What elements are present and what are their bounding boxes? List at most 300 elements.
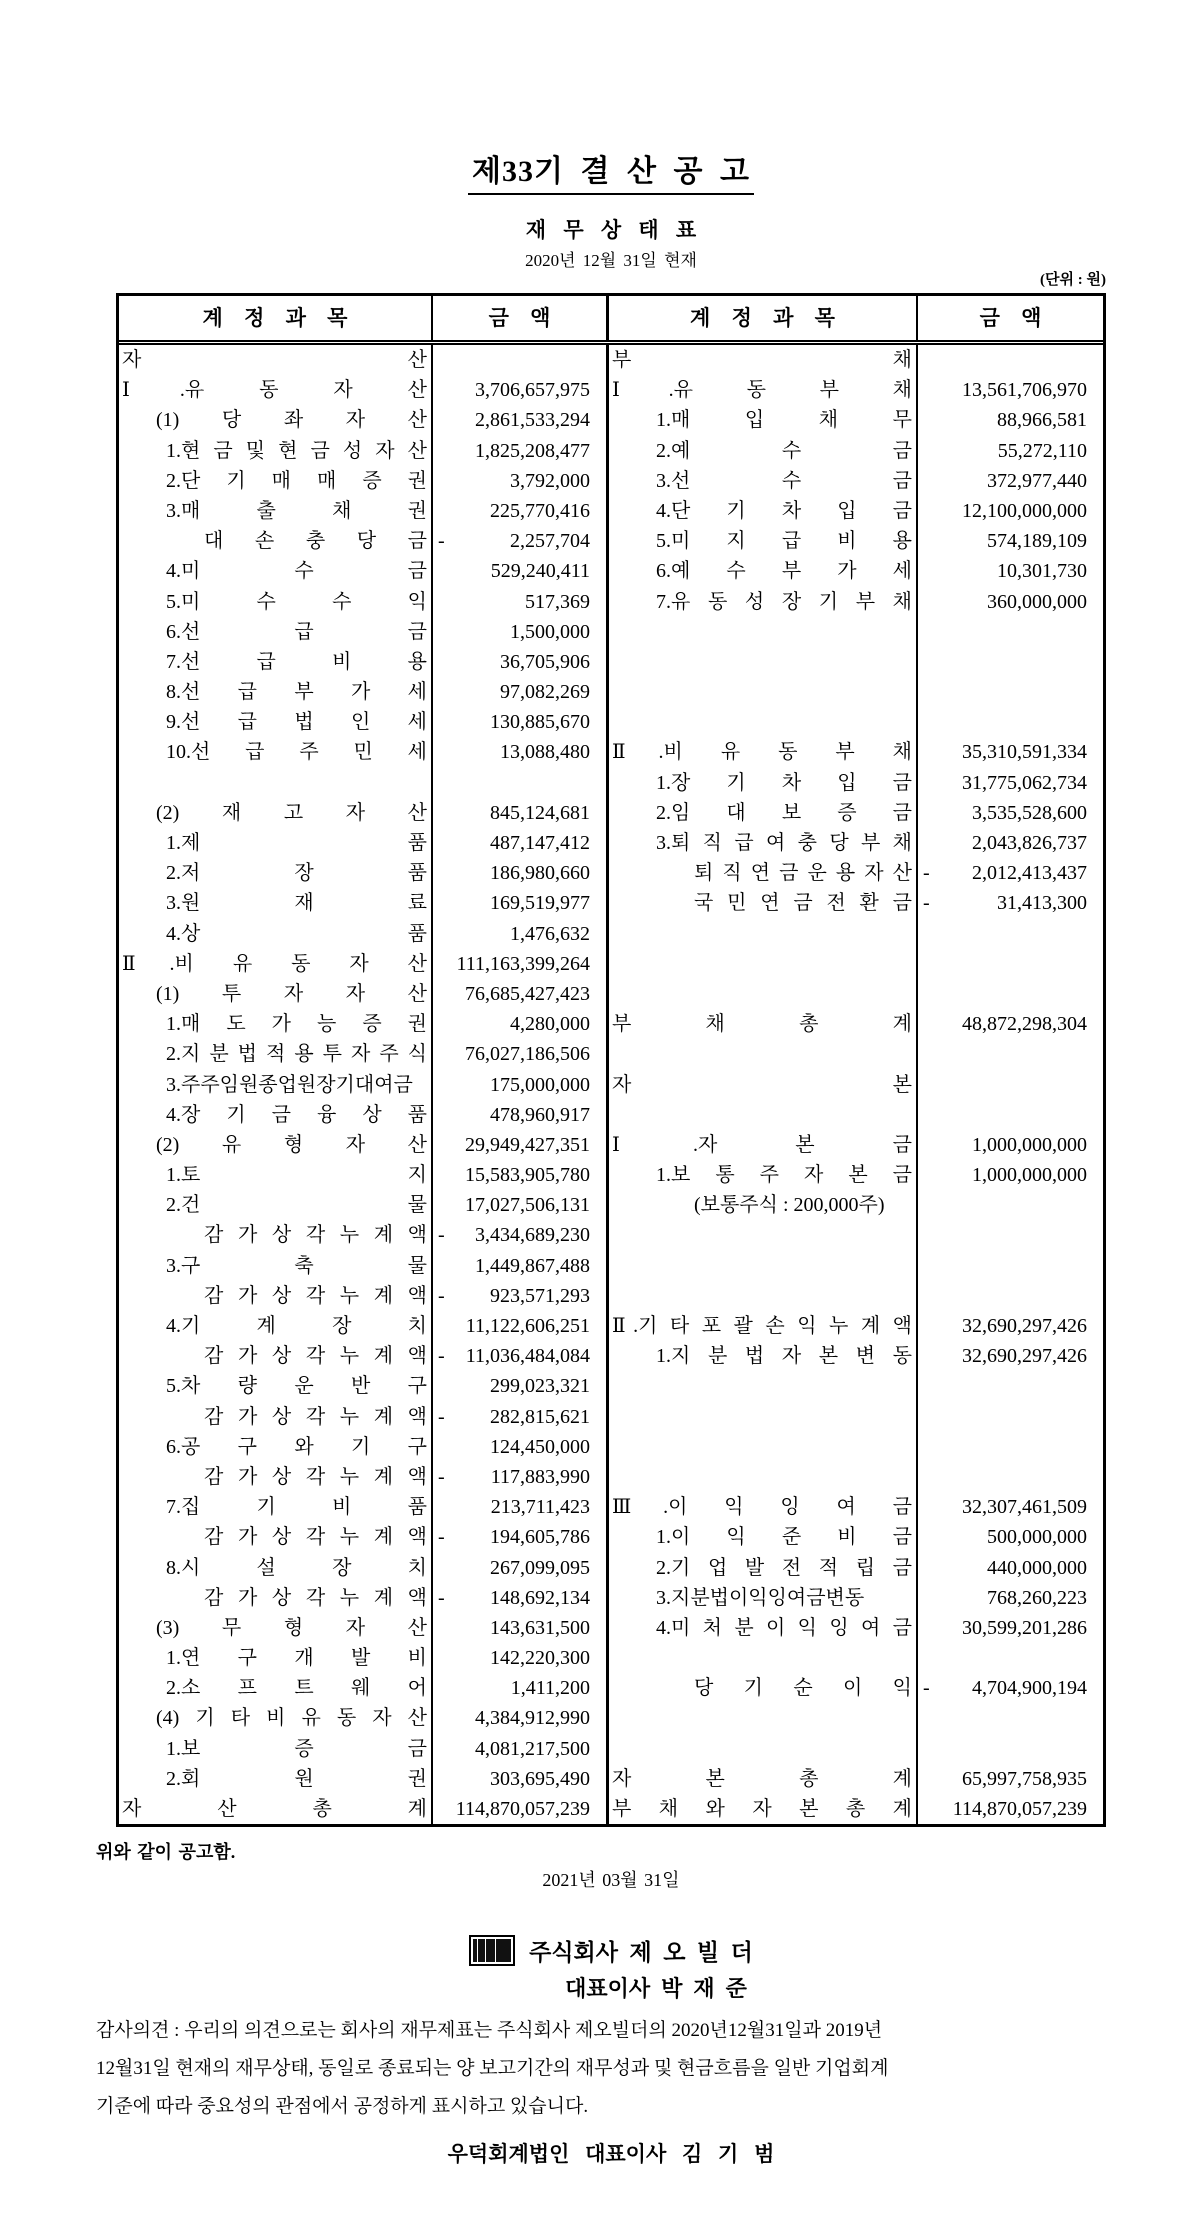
table-row: [119, 1371, 1103, 1401]
amount-cell: [918, 1492, 1103, 1522]
table-row: [119, 1009, 1103, 1039]
audit-opinion-line: 기준에 따라 중요성의 관점에서 공정하게 표시하고 있습니다.: [96, 2096, 589, 2117]
account-label: 7.집 기 비 품: [166, 1496, 427, 1519]
amount-value: 303,695,490: [490, 1767, 590, 1790]
account-label: 퇴 직 연 금 운 용 자 산: [694, 862, 912, 885]
company-seal-logo: [469, 1935, 515, 1966]
account-name-cell: [609, 556, 918, 586]
amount-cell: [918, 1190, 1103, 1220]
account-name-cell: [609, 1009, 918, 1039]
amount-cell: [433, 949, 609, 979]
account-name-cell: [119, 1070, 433, 1100]
amount-value: 48,872,298,304: [962, 1013, 1087, 1036]
company-row: [116, 1934, 1106, 1967]
account-label: (3) 무 형 자 산: [156, 1616, 427, 1639]
account-name-cell: [609, 858, 918, 888]
amount-value: 17,027,506,131: [465, 1194, 590, 1217]
amount-cell: [433, 1070, 609, 1100]
amount-cell: [918, 737, 1103, 767]
account-name-cell: [609, 919, 918, 949]
amount-value: 29,949,427,351: [465, 1133, 590, 1156]
table-row: [119, 737, 1103, 767]
amount-value: 111,163,399,264: [456, 952, 590, 975]
account-label: 2.지 분 법 적 용 투 자 주 식: [166, 1043, 427, 1066]
table-header: [119, 296, 1103, 345]
amount-value: 2,861,533,294: [475, 409, 590, 432]
table-row: [119, 707, 1103, 737]
amount-cell: [918, 1220, 1103, 1250]
amount-cell: [918, 919, 1103, 949]
table-row: [119, 1281, 1103, 1311]
account-label: 국 민 연 금 전 환 금: [694, 892, 912, 915]
account-name-cell: [609, 1432, 918, 1462]
amount-cell: [433, 1734, 609, 1764]
account-name-cell: [609, 1311, 918, 1341]
account-name-cell: [609, 647, 918, 677]
account-name-cell: [119, 1160, 433, 1190]
amount-value: 282,815,621: [490, 1405, 590, 1428]
account-name-cell: [609, 888, 918, 918]
account-label: 4.미 처 분 이 익 잉 여 금: [656, 1616, 912, 1639]
amount-value: 169,519,977: [490, 892, 590, 915]
table-row: [119, 1794, 1103, 1824]
account-label: 4.단 기 차 입 금: [656, 499, 912, 522]
account-name-cell: [119, 466, 433, 496]
account-name-cell: [609, 1402, 918, 1432]
account-label: Ⅰ.유 동 부 채: [612, 379, 912, 402]
account-name-cell: [609, 1039, 918, 1069]
amount-cell: [918, 1281, 1103, 1311]
account-name-cell: [609, 1070, 918, 1100]
account-label: 2.기 업 발 전 적 립 금: [656, 1556, 912, 1579]
account-label: Ⅱ.기 타 포 괄 손 익 누 계 액: [612, 1315, 912, 1337]
account-label: (1) 당 좌 자 산: [156, 409, 427, 432]
account-name-cell: [119, 526, 433, 556]
account-name-cell: [119, 1492, 433, 1522]
account-name-cell: [609, 1341, 918, 1371]
amount-cell: [918, 496, 1103, 526]
amount-value: 267,099,095: [490, 1556, 590, 1579]
account-name-cell: [119, 828, 433, 858]
amount-cell: [433, 1100, 609, 1130]
amount-cell: [918, 1432, 1103, 1462]
amount-cell: [918, 466, 1103, 496]
account-label: Ⅰ.유 동 자 산: [122, 379, 427, 402]
account-name-cell: [119, 1220, 433, 1250]
announcement-date: 2021년 03월 31일: [542, 1870, 680, 1890]
amount-cell: [918, 1673, 1103, 1703]
amount-cell: [433, 858, 609, 888]
account-label: 부 채 총 계: [612, 1013, 912, 1036]
account-name-cell: [609, 768, 918, 798]
unit-note: (단위 : 원): [1040, 272, 1106, 288]
account-label: 1.지 분 법 자 본 변 동: [656, 1345, 912, 1368]
account-name-cell: [609, 466, 918, 496]
amount-cell: [918, 647, 1103, 677]
amount-value: 4,280,000: [510, 1013, 590, 1036]
amount-cell: [433, 375, 609, 405]
account-name-cell: [119, 1764, 433, 1794]
table-row: [119, 919, 1103, 949]
account-name-cell: [609, 1553, 918, 1583]
amount-value: 213,711,423: [490, 1496, 590, 1519]
account-label: 2.회 원 권: [166, 1767, 427, 1790]
table-row: [119, 858, 1103, 888]
account-label: (보통주식 : 200,000주): [694, 1194, 885, 1217]
table-row: [119, 1432, 1103, 1462]
table-row: [119, 1703, 1103, 1733]
account-label: 자 본: [612, 1073, 912, 1096]
amount-value: 76,027,186,506: [465, 1043, 590, 1066]
account-name-cell: [119, 1673, 433, 1703]
amount-value: 1,000,000,000: [972, 1164, 1087, 1187]
audit-opinion-line: 12월31일 현재의 재무상태, 동일로 종료되는 양 보고기간의 재무성과 및 현금흐름을 일반 기업회계: [96, 2058, 889, 2079]
amount-value: 186,980,660: [490, 862, 590, 885]
amount-value: 114,870,057,239: [952, 1798, 1087, 1820]
document-title-text: 제33기 결 산 공 고: [468, 146, 754, 195]
account-label: 3.매 출 채 권: [166, 499, 427, 522]
account-name-cell: [119, 405, 433, 435]
account-name-cell: [609, 1613, 918, 1643]
amount-value: 1,825,208,477: [475, 439, 590, 462]
amount-cell: [918, 888, 1103, 918]
amount-value: 32,690,297,426: [962, 1315, 1087, 1337]
account-label: 2.소 프 트 웨 어: [166, 1677, 427, 1700]
account-name-cell: [119, 1734, 433, 1764]
amount-cell: [433, 556, 609, 586]
amount-cell: [918, 1311, 1103, 1341]
account-name-cell: [609, 1220, 918, 1250]
amount-value: 117,883,990: [490, 1465, 590, 1488]
amount-value: 500,000,000: [987, 1526, 1087, 1549]
amount-cell: [433, 1613, 609, 1643]
amount-cell: [433, 1673, 609, 1703]
account-label: 2.건 물: [166, 1194, 427, 1217]
account-label: 1.현 금 및 현 금 성 자 산: [166, 439, 427, 462]
account-name-cell: [119, 647, 433, 677]
table-row: [119, 949, 1103, 979]
amount-value: 30,599,201,286: [962, 1616, 1087, 1639]
account-name-cell: [119, 707, 433, 737]
account-name-cell: [609, 1643, 918, 1673]
account-name-cell: [609, 677, 918, 707]
amount-value: 11,122,606,251: [465, 1315, 590, 1337]
account-label: 3.주주임원종업원장기대여금: [166, 1073, 413, 1096]
account-label: 부 채 와 자 본 총 계: [612, 1798, 912, 1820]
amount-cell: [918, 1160, 1103, 1190]
account-label: 4.미 수 금: [166, 560, 427, 583]
amount-cell: [918, 1371, 1103, 1401]
amount-cell: [918, 345, 1103, 375]
table-row: [119, 1673, 1103, 1703]
amount-cell: [918, 1039, 1103, 1069]
account-name-cell: [119, 979, 433, 1009]
account-label: 3.지분법이익잉여금변동: [656, 1586, 865, 1609]
account-label: 9.선 급 법 인 세: [166, 711, 427, 734]
account-label: 6.선 급 금: [166, 620, 427, 643]
account-name-cell: [609, 707, 918, 737]
account-name-cell: [119, 1703, 433, 1733]
amount-cell: [918, 949, 1103, 979]
amount-cell: [918, 1553, 1103, 1583]
amount-cell: [918, 587, 1103, 617]
account-label: 4.상 품: [166, 922, 427, 945]
amount-value: 13,088,480: [500, 741, 590, 764]
account-label: Ⅱ.비 유 동 자 산: [122, 952, 427, 975]
amount-cell: [918, 1522, 1103, 1552]
amount-value: 2,257,704: [510, 530, 590, 553]
amount-cell: [433, 1341, 609, 1371]
amount-value: 3,434,689,230: [475, 1224, 590, 1247]
account-label: 부 채: [612, 349, 912, 371]
account-name-cell: [609, 979, 918, 1009]
amount-cell: [918, 1462, 1103, 1492]
account-name-cell: [119, 1039, 433, 1069]
negative-sign: -: [923, 892, 930, 915]
amount-value: 225,770,416: [490, 499, 590, 522]
account-name-cell: [119, 858, 433, 888]
amount-cell: [918, 1613, 1103, 1643]
amount-cell: [433, 617, 609, 647]
amount-cell: [433, 798, 609, 828]
audit-opinion: [96, 2012, 1120, 2126]
account-name-cell: [119, 1643, 433, 1673]
table-row: [119, 1492, 1103, 1522]
negative-sign: -: [438, 1465, 445, 1488]
amount-value: 88,966,581: [997, 409, 1087, 432]
amount-cell: [918, 1070, 1103, 1100]
negative-sign: -: [923, 1677, 930, 1700]
amount-value: 517,369: [525, 590, 590, 613]
amount-cell: [433, 405, 609, 435]
amount-value: 32,690,297,426: [962, 1345, 1087, 1368]
account-name-cell: [609, 345, 918, 375]
account-label: 8.시 설 장 치: [166, 1556, 427, 1579]
account-label: 3.원 재 료: [166, 892, 427, 915]
account-label: 5.미 지 급 비 용: [656, 530, 912, 553]
account-name-cell: [119, 1341, 433, 1371]
amount-cell: [433, 587, 609, 617]
amount-value: 923,571,293: [490, 1284, 590, 1307]
account-name-cell: [609, 1764, 918, 1794]
amount-cell: [433, 919, 609, 949]
amount-value: 4,384,912,990: [475, 1707, 590, 1730]
header-amount-left: 금 액: [433, 296, 609, 340]
account-label: 10.선 급 주 민 세: [166, 741, 427, 764]
amount-cell: [433, 1643, 609, 1673]
amount-value: 2,012,413,437: [972, 862, 1087, 885]
account-name-cell: [119, 888, 433, 918]
account-name-cell: [609, 1251, 918, 1281]
account-label: 1.보 증 금: [166, 1737, 427, 1760]
account-name-cell: [119, 1583, 433, 1613]
amount-value: 299,023,321: [490, 1375, 590, 1398]
amount-value: 3,706,657,975: [475, 379, 590, 402]
account-label: 6.공 구 와 기 구: [166, 1435, 427, 1458]
amount-cell: [918, 405, 1103, 435]
amount-cell: [433, 1553, 609, 1583]
amount-cell: [433, 466, 609, 496]
account-name-cell: [609, 1522, 918, 1552]
amount-cell: [918, 1764, 1103, 1794]
amount-cell: [918, 768, 1103, 798]
account-label: 자 산: [122, 349, 427, 371]
table-row: [119, 466, 1103, 496]
amount-cell: [433, 345, 609, 375]
amount-value: 2,043,826,737: [972, 832, 1087, 854]
account-name-cell: [119, 375, 433, 405]
amount-value: 194,605,786: [490, 1526, 590, 1549]
amount-value: 32,307,461,509: [962, 1496, 1087, 1519]
ceo-name: 대표이사 박 재 준: [565, 1976, 747, 2001]
account-name-cell: [609, 526, 918, 556]
account-name-cell: [609, 1462, 918, 1492]
amount-cell: [433, 1190, 609, 1220]
amount-cell: [433, 1462, 609, 1492]
table-row: [119, 677, 1103, 707]
amount-value: 1,000,000,000: [972, 1133, 1087, 1156]
account-label: 자 산 총 계: [122, 1798, 427, 1820]
account-label: 자 본 총 계: [612, 1767, 912, 1790]
account-label: 2.저 장 품: [166, 862, 427, 885]
negative-sign: -: [438, 530, 445, 553]
amount-cell: [918, 1583, 1103, 1613]
amount-cell: [918, 1734, 1103, 1764]
amount-cell: [918, 979, 1103, 1009]
amount-cell: [918, 828, 1103, 858]
table-row: [119, 1251, 1103, 1281]
amount-cell: [433, 707, 609, 737]
account-label: Ⅲ.이 익 잉 여 금: [612, 1496, 912, 1519]
account-name-cell: [119, 617, 433, 647]
amount-cell: [433, 828, 609, 858]
account-name-cell: [119, 798, 433, 828]
account-label: 6.예 수 부 가 세: [656, 560, 912, 583]
table-row: [119, 1402, 1103, 1432]
amount-cell: [433, 888, 609, 918]
account-name-cell: [609, 1130, 918, 1160]
account-name-cell: [119, 1613, 433, 1643]
account-label: 1.연 구 개 발 비: [166, 1647, 427, 1670]
table-row: [119, 375, 1103, 405]
auditor-name: 우덕회계법인 대표이사 김 기 범: [447, 2142, 775, 2166]
amount-cell: [433, 1009, 609, 1039]
table-row: [119, 828, 1103, 858]
statement-title: 재 무 상 태 표: [525, 218, 697, 242]
amount-cell: [433, 1794, 609, 1824]
table-row: [119, 1553, 1103, 1583]
account-name-cell: [119, 1281, 433, 1311]
account-label: 대 손 충 당 금: [204, 530, 427, 553]
account-label: (2) 유 형 자 산: [156, 1133, 427, 1156]
amount-cell: [433, 1281, 609, 1311]
amount-cell: [433, 1039, 609, 1069]
amount-value: 440,000,000: [987, 1556, 1087, 1579]
amount-cell: [433, 647, 609, 677]
account-label: 7.유 동 성 장 기 부 채: [656, 590, 912, 613]
amount-value: 55,272,110: [997, 439, 1087, 462]
table-row: [119, 798, 1103, 828]
amount-cell: [918, 707, 1103, 737]
amount-cell: [433, 1492, 609, 1522]
table-row: [119, 1764, 1103, 1794]
account-name-cell: [609, 617, 918, 647]
account-name-cell: [119, 1371, 433, 1401]
amount-value: 1,500,000: [510, 620, 590, 643]
amount-value: 148,692,134: [490, 1586, 590, 1609]
amount-cell: [433, 1311, 609, 1341]
amount-value: 768,260,223: [987, 1586, 1087, 1609]
account-name-cell: [609, 737, 918, 767]
amount-value: 65,997,758,935: [962, 1767, 1087, 1790]
amount-value: 31,413,300: [997, 892, 1087, 915]
account-name-cell: [609, 1673, 918, 1703]
amount-cell: [918, 798, 1103, 828]
account-name-cell: [119, 1311, 433, 1341]
amount-value: 10,301,730: [997, 560, 1087, 583]
amount-value: 13,561,706,970: [962, 379, 1087, 402]
amount-cell: [918, 1703, 1103, 1733]
amount-value: 845,124,681: [490, 801, 590, 824]
table-row: [119, 1220, 1103, 1250]
header-amount-right: 금 액: [979, 306, 1042, 330]
account-name-cell: [609, 949, 918, 979]
table-row: [119, 1070, 1103, 1100]
table-row: [119, 556, 1103, 586]
amount-value: 35,310,591,334: [962, 741, 1087, 764]
account-name-cell: [119, 1251, 433, 1281]
amount-value: 360,000,000: [987, 590, 1087, 613]
amount-value: 114,870,057,239: [455, 1798, 590, 1820]
account-label: 3.퇴 직 급 여 충 당 부 채: [656, 832, 912, 854]
account-label: 2.단 기 매 매 증 권: [166, 469, 427, 492]
account-name-cell: [119, 436, 433, 466]
amount-value: 11,036,484,084: [465, 1345, 590, 1368]
account-label: 감 가 상 각 누 계 액: [204, 1345, 427, 1368]
account-name-cell: [119, 587, 433, 617]
negative-sign: -: [438, 1284, 445, 1307]
account-name-cell: [609, 1160, 918, 1190]
account-label: (2) 재 고 자 산: [156, 801, 427, 824]
amount-value: 529,240,411: [490, 560, 590, 583]
account-label: Ⅰ.자 본 금: [612, 1133, 912, 1156]
account-label: 감 가 상 각 누 계 액: [204, 1526, 427, 1549]
table-row: [119, 1160, 1103, 1190]
account-label: 감 가 상 각 누 계 액: [204, 1465, 427, 1488]
amount-cell: [433, 979, 609, 1009]
amount-cell: [918, 556, 1103, 586]
table-row: [119, 405, 1103, 435]
amount-cell: [918, 1402, 1103, 1432]
account-name-cell: [119, 1009, 433, 1039]
amount-value: 1,411,200: [510, 1677, 590, 1700]
amount-value: 574,189,109: [987, 530, 1087, 553]
account-label: 감 가 상 각 누 계 액: [204, 1586, 427, 1609]
account-label: 2.임 대 보 증 금: [656, 801, 912, 824]
amount-value: 142,220,300: [490, 1647, 590, 1670]
account-label: 감 가 상 각 누 계 액: [204, 1405, 427, 1428]
amount-value: 31,775,062,734: [962, 771, 1087, 794]
amount-value: 36,705,906: [500, 650, 590, 673]
account-name-cell: [609, 1734, 918, 1764]
account-label: 1.매 도 가 능 증 권: [166, 1013, 427, 1036]
amount-value: 143,631,500: [490, 1616, 590, 1639]
amount-cell: [433, 526, 609, 556]
account-label: 1.제 품: [166, 832, 427, 854]
amount-cell: [918, 1130, 1103, 1160]
account-name-cell: [119, 768, 433, 798]
account-name-cell: [609, 1190, 918, 1220]
